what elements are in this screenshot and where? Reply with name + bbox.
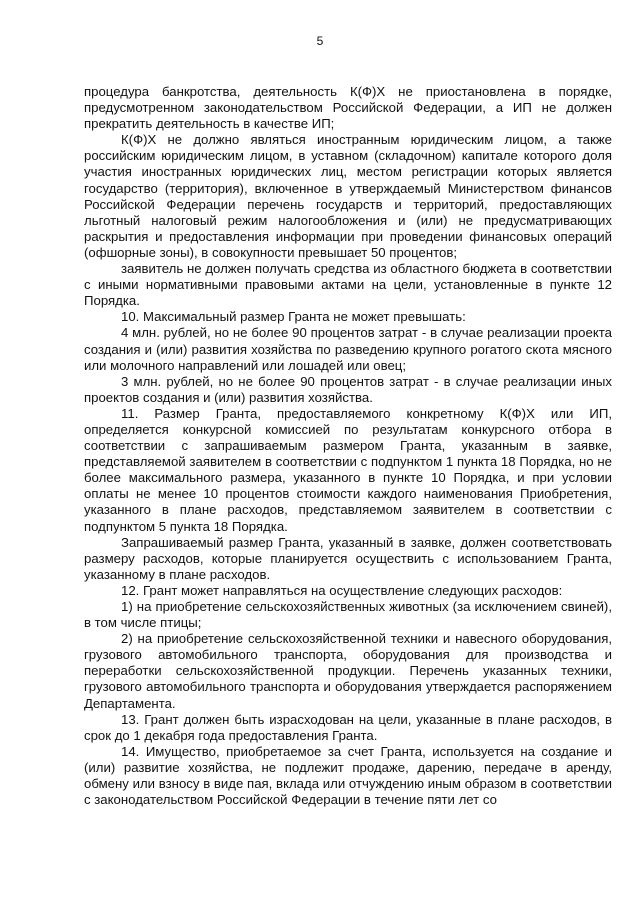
paragraph-14-property: 14. Имущество, приобретаемое за счет Гранта, используется на создание и (или) развитие хозяйства, не подлежит продаже, дарению, передаче в аренду, обмену или взносу в виде пая, вклада или отчуждению иным образом в соответствии с законодательством Российской Федерации в течение пяти лет со xyxy=(84,743,612,808)
page-number: 5 xyxy=(316,34,324,48)
paragraph-3-million: 3 млн. рублей, но не более 90 процентов затрат - в случае реализации иных проектов создания и (или) развития хозяйства. xyxy=(84,373,612,405)
paragraph-13-deadline: 13. Грант должен быть израсходован на цели, указанные в плане расходов, в срок до 1 декабря года предоставления Гранта. xyxy=(84,711,612,743)
document-body xyxy=(84,84,612,808)
paragraph-10-max-grant: 10. Максимальный размер Гранта не может превышать: xyxy=(121,309,466,325)
paragraph-requested-size: Запрашиваемый размер Гранта, указанный в заявке, должен соответствовать размеру расходов, которые планируется осуществить с использованием Гранта, указанному в плане расходов. xyxy=(84,534,612,582)
paragraph-regional-budget: заявитель не должен получать средства из областного бюджета в соответствии с иными нормативными правовыми актами на цели, установленные в пункте 12 Порядка. xyxy=(84,261,612,309)
paragraph-12-expenses: 12. Грант может направляться на осуществление следующих расходов: xyxy=(121,582,563,598)
paragraph-bankruptcy-continuation: процедура банкротства, деятельность К(Ф)Х не приостановлена в порядке, предусмотренном законодательством Российской Федерации, а ИП не должен прекратить деятельность в качестве ИП; xyxy=(84,84,612,132)
paragraph-12-item-2: 2) на приобретение сельскохозяйственной техники и навесного оборудования, грузового автомобильного транспорта, оборудования для производства и переработки сельскохозяйственной продукции. Перечень указанных техники, грузового автомобильного транспорта и оборудования утверждается распоряжением Департамента. xyxy=(84,631,612,711)
paragraph-foreign-entity: К(Ф)Х не должно являться иностранным юридическим лицом, а также российским юридическим лицом, в уставном (складочном) капитале которого доля участия иностранных юридических лиц, местом регистрации которых является государство (территория), включенное в утверждаемый Министерством финансов Российской Федерации перечень государств и территорий, предоставляющих льготный налоговый режим налогообложения и (или) не предусматривающих раскрытия и предоставления информации при проведении финансовых операций (офшорные зоны), в совокупности превышает 50 процентов; xyxy=(84,132,612,260)
paragraph-12-item-1: 1) на приобретение сельскохозяйственных животных (за исключением свиней), в том числе птицы; xyxy=(84,599,612,631)
paragraph-11-grant-size: 11. Размер Гранта, предоставляемого конкретному К(Ф)Х или ИП, определяется конкурсной комиссией по результатам конкурсного отбора в соответствии с запрашиваемым размером Гранта, указанным в заявке, представляемой заявителем в соответствии с подпунктом 1 пункта 18 Порядка, но не более максимального размера, указанного в пункте 10 Порядка, и при условии оплаты не менее 10 процентов стоимости каждого наименования Приобретения, указанного в плане расходов, представляемом заявителем в соответствии с подпунктом 5 пункта 18 Порядка. xyxy=(84,405,612,534)
paragraph-4-million: 4 млн. рублей, но не более 90 процентов затрат - в случае реализации проекта создания и (или) развития хозяйства по разведению крупного рогатого скота мясного или молочного направлений или лошадей или овец; xyxy=(84,325,612,373)
